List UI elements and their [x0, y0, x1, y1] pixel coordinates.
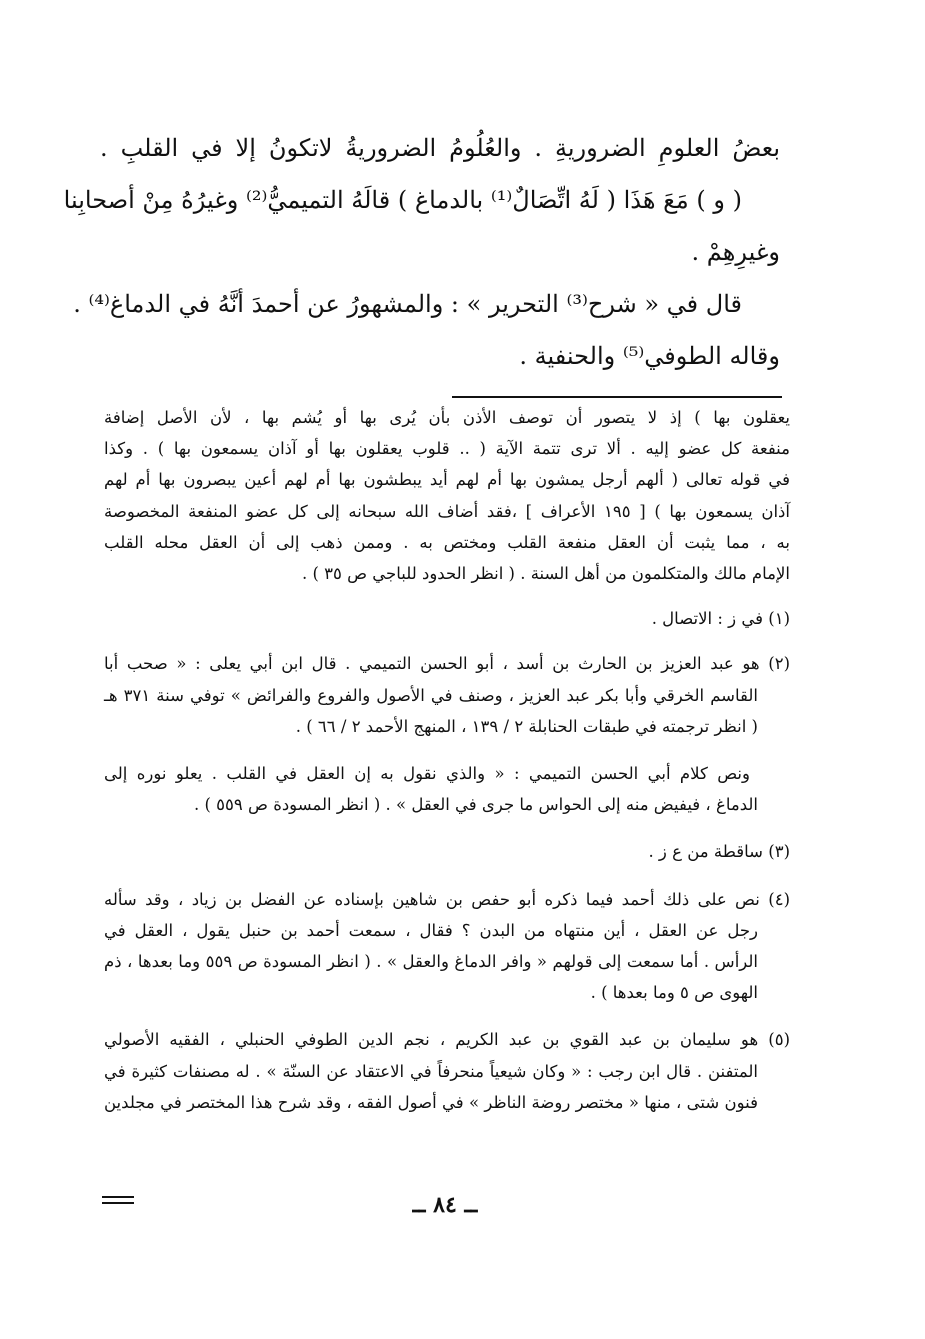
- footnote-line: الدماغ ، فيفيض منه إلى الحواس ما جرى في العقل » . ( انظر المسودة ص ٥٥٩ ) .: [193, 795, 758, 815]
- main-text-line: وقاله الطوفي⁽⁵⁾ والحنفية .: [519, 342, 780, 370]
- footnote-continuation: [104, 402, 790, 589]
- footnote-line: رجل عن العقل ، أين منتهاه من البدن ؟ فقال ، سمعت أحمد بن حنبل يقول ، العقل في: [104, 920, 758, 940]
- footnote-divider: [452, 396, 782, 398]
- main-text-line: بعضُ العلومِ الضروريةِ . والعُلُومُ الضروريةُ لاتكونُ إلا في القلبِ .: [100, 134, 780, 162]
- footnote-line: به ، مما يثبت أن العقل منفعة القلب ومختص به . وممن ذهب إلى أن العقل محله القلب: [104, 532, 790, 552]
- footnote-line: ونص كلام أبي الحسن التميمي : « والذي نقول به إن العقل في القلب . يعلو نوره إلى: [104, 764, 750, 784]
- footnote-line: (٣) ساقطة من ع ز .: [648, 842, 790, 862]
- main-text-line: وغيرِهِمْ .: [691, 238, 780, 266]
- footnotes: [104, 402, 790, 1118]
- footnote-line: في قوله تعالى ( ألهم أرجل يمشون بها أم لهم أيد يبطشون بها أم لهم أعين يبصرون بها أم لهم: [104, 470, 790, 490]
- main-text-line: قال في « شرح⁽³⁾ التحرير » : والمشهورُ عن أحمدَ أنَّهُ في الدماغ⁽⁴⁾ .: [73, 290, 742, 318]
- footnote-line: آذان يسمعون بها ) [ ١٩٥ الأعراف ] ،فقد أضاف الله سبحانه إلى كل عضو المنفعة المخصوصة: [104, 501, 790, 521]
- footnote-line: فنون شتى ، منها « مختصر روضة الناظر » في أصول الفقه ، وقد شرح هذا المختصر في مجلدين: [104, 1092, 758, 1112]
- footnote-line: (١) في ز : الاتصال .: [651, 609, 790, 629]
- footnote-5: [104, 1024, 790, 1118]
- footnote-line: المتفنن . قال ابن رجب : « وكان شيعياً منحرفاً في الاعتقاد عن السنّة » . له مصنفات كثيرة في: [104, 1061, 758, 1081]
- footnote-line: القاسم الخرقي وأبا بكر عبد العزيز ، وصنف في الأصول والفروع والفرائض » توفي سنة ٣٧١ هـ: [104, 685, 758, 705]
- footnote-1: [104, 603, 790, 634]
- footnote-3: [104, 836, 790, 867]
- footnote-line: (٤) نص على ذلك أحمد فيما ذكره أبو حفص بن شاهين بإسناده عن الفضل بن زياد ، وقد سأله: [104, 889, 790, 909]
- footnote-2-extra: [104, 758, 790, 820]
- footnote-line: الإمام مالك والمتكلمون من أهل السنة . ( انظر الحدود للباجي ص ٣٥ ) .: [301, 564, 790, 584]
- footnote-line: ( انظر ترجمته في طبقات الحنابلة ٢ / ١٣٩ ، المنهج الأحمد ٢ / ٦٦ ) .: [295, 716, 758, 736]
- footnote-line: منفعة كل عضو إليه . ألا ترى تتمة الآية ( .. قلوب يعقلون بها أو آذان يسمعون بها ) . وكذا: [104, 439, 790, 459]
- continuation-mark: [102, 1196, 134, 1206]
- main-text-line: ( و ) مَعَ هَذَا ( لَهُ اتِّصَالٌ⁽¹⁾ بالدماغ ) قالَهُ التميميُّ⁽²⁾ وغيرُهُ مِنْ أصحابِنا: [63, 186, 742, 214]
- footnote-4: [104, 884, 790, 1009]
- page-number: ــ ٨٤ ــ: [412, 1192, 478, 1218]
- footnote-line: (٥) هو سليمان بن عبد القوي بن عبد الكريم ، نجم الدين الطوفي الحنبلي ، الفقيه الأصولي: [104, 1030, 790, 1050]
- footnote-line: الرأس . أما سمعت إلى قولهم « وافر الدماغ والعقل » . ( انظر المسودة ص ٥٥٩ وما بعدها ، ذم: [104, 952, 758, 972]
- footnote-line: (٢) هو عبد العزيز بن الحارث بن أسد ، أبو الحسن التميمي . قال ابن أبي يعلى : « صحب أبا: [104, 654, 790, 674]
- footnote-line: يعقلون بها ) إذ لا يتصور أن توصف الأذن بأن يُرى بها أو يُشم بها ، لأن الأصل إضافة: [104, 408, 790, 427]
- footnote-2: [104, 648, 790, 742]
- main-text: [63, 122, 780, 382]
- footnote-line: الهوى ص ٥ وما بعدها ) .: [590, 983, 758, 1003]
